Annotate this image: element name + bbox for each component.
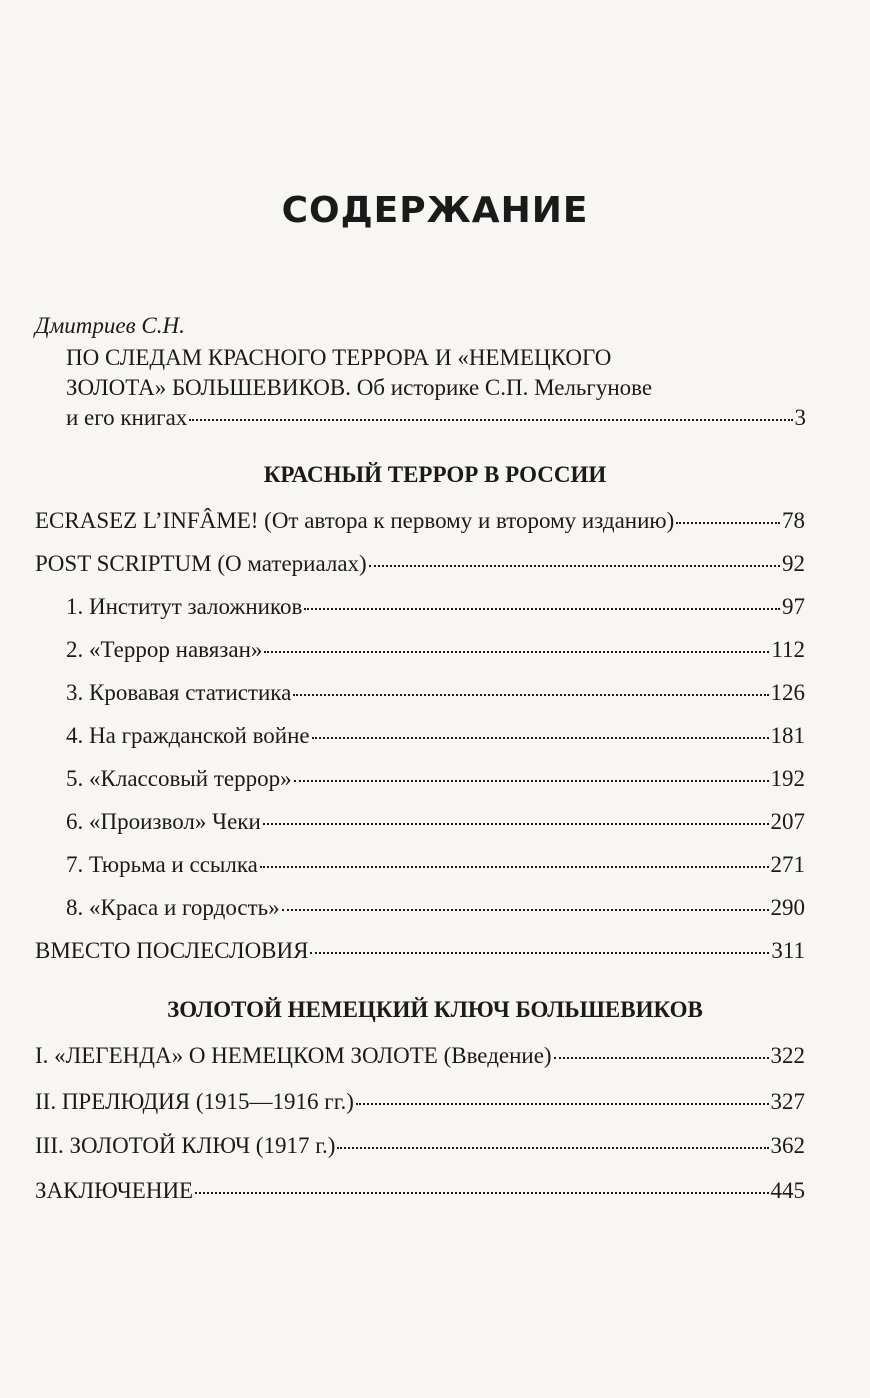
entry-title: 4. На гражданской войне — [66, 723, 310, 748]
page-number: 126 — [770, 680, 805, 705]
dot-leader — [263, 823, 769, 825]
toc-entry[interactable] — [35, 938, 805, 964]
intro-line-3-label: и его книгах — [66, 405, 188, 430]
entry-title: ВМЕСТО ПОСЛЕСЛОВИЯ — [35, 938, 309, 963]
page-number: 181 — [770, 723, 805, 748]
dot-leader — [260, 866, 769, 868]
dot-leader — [294, 780, 769, 782]
page-number: 3 — [794, 405, 806, 430]
toc-entry[interactable] — [66, 895, 805, 921]
toc-entry[interactable] — [66, 809, 805, 835]
intro-line-1: ПО СЛЕДАМ КРАСНОГО ТЕРРОРА И «НЕМЕЦКОГО — [66, 345, 612, 370]
dot-leader — [369, 565, 780, 567]
toc-entry[interactable] — [66, 723, 805, 749]
toc-entry[interactable] — [66, 680, 805, 706]
intro-author: Дмитриев С.Н. — [35, 313, 185, 338]
toc-entry[interactable] — [66, 637, 805, 663]
dot-leader — [189, 419, 792, 421]
entry-title: 7. Тюрьма и ссылка — [66, 852, 258, 877]
entry-title: III. ЗОЛОТОЙ КЛЮЧ (1917 г.) — [35, 1133, 336, 1158]
toc-entry[interactable] — [35, 508, 805, 534]
page-number: 311 — [771, 938, 805, 963]
page-number: 97 — [782, 594, 805, 619]
dot-leader — [356, 1103, 769, 1105]
toc-entry[interactable] — [66, 852, 805, 878]
entry-title: ECRASEZ L’INFÂME! (От автора к первому и второму изданию) — [35, 508, 675, 533]
intro-line-2: ЗОЛОТА» БОЛЬШЕВИКОВ. Об историке С.П. Мельгунове — [66, 375, 653, 400]
intro-line-3 — [66, 403, 806, 433]
entry-title: 5. «Классовый террор» — [66, 766, 292, 791]
entry-title: 8. «Краса и гордость» — [66, 895, 280, 920]
entry-title: 6. «Произвол» Чеки — [66, 809, 261, 834]
section-heading-golden-key: ЗОЛОТОЙ НЕМЕЦКИЙ КЛЮЧ БОЛЬШЕВИКОВ — [167, 997, 703, 1022]
dot-leader — [304, 608, 780, 610]
dot-leader — [293, 694, 768, 696]
page-number: 271 — [770, 852, 805, 877]
toc-entry[interactable] — [35, 551, 805, 577]
page-title: СОДЕРЖАНИЕ — [281, 190, 589, 231]
page-number: 322 — [770, 1043, 805, 1068]
dot-leader — [676, 522, 780, 524]
section-heading-red-terror: КРАСНЫЙ ТЕРРОР В РОССИИ — [263, 462, 607, 487]
dot-leader — [554, 1057, 769, 1059]
toc-entry[interactable] — [35, 1089, 805, 1115]
toc-entry[interactable] — [66, 766, 805, 792]
page-number: 290 — [770, 895, 805, 920]
page-number: 112 — [771, 637, 805, 662]
entry-title: ЗАКЛЮЧЕНИЕ — [35, 1178, 194, 1203]
page-number: 207 — [770, 809, 805, 834]
page-number: 192 — [770, 766, 805, 791]
toc-entry[interactable] — [66, 594, 805, 620]
toc-entry[interactable] — [35, 1043, 805, 1069]
page-number: 362 — [770, 1133, 805, 1158]
toc-entry[interactable] — [35, 1178, 805, 1204]
entry-title: 1. Институт заложников — [66, 594, 303, 619]
toc-entry[interactable] — [35, 1133, 805, 1159]
page-number: 92 — [782, 551, 805, 576]
dot-leader — [195, 1192, 768, 1194]
entry-title: II. ПРЕЛЮДИЯ (1915—1916 гг.) — [35, 1089, 354, 1114]
dot-leader — [264, 651, 769, 653]
entry-title: 2. «Террор навязан» — [66, 637, 263, 662]
page-number: 78 — [782, 508, 805, 533]
dot-leader — [282, 909, 769, 911]
page-number: 445 — [770, 1178, 805, 1203]
page-number: 327 — [770, 1089, 805, 1114]
entry-title: I. «ЛЕГЕНДА» О НЕМЕЦКОМ ЗОЛОТЕ (Введение) — [35, 1043, 552, 1068]
entry-title: POST SCRIPTUM (О материалах) — [35, 551, 367, 576]
dot-leader — [337, 1147, 768, 1149]
entry-title: 3. Кровавая статистика — [66, 680, 292, 705]
dot-leader — [310, 952, 769, 954]
dot-leader — [312, 737, 769, 739]
intro-entry — [66, 343, 806, 433]
